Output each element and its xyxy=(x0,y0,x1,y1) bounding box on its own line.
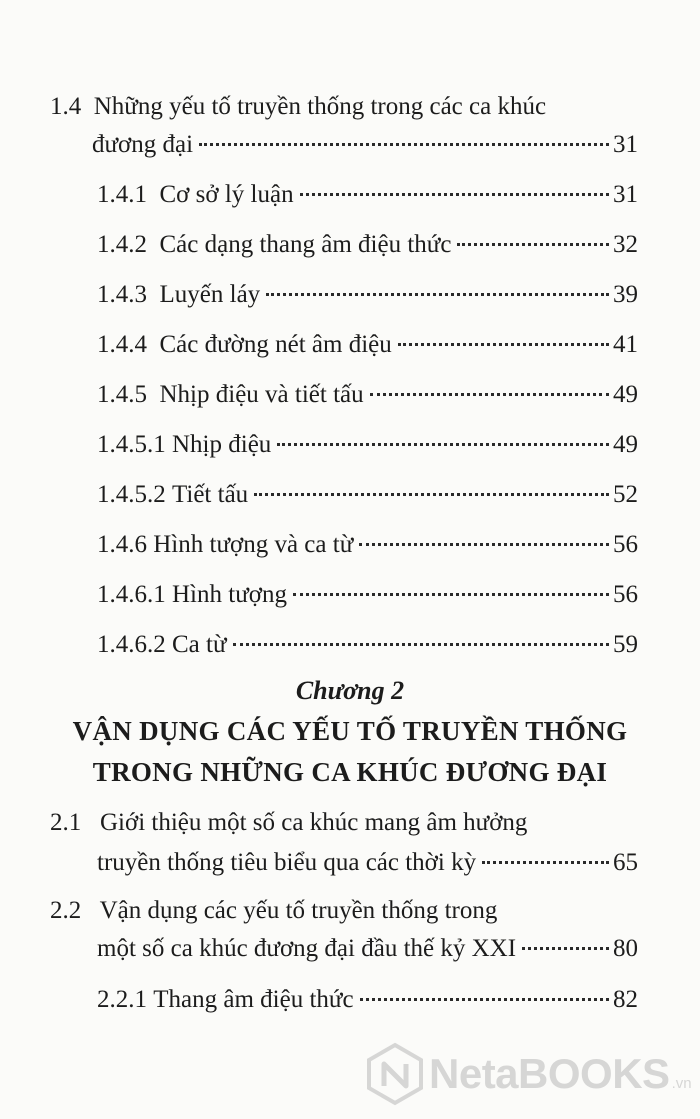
toc-title: Tiết tấu xyxy=(172,481,249,508)
toc-number: 1.4.5.1 xyxy=(97,431,166,458)
chapter-label: Chương 2 xyxy=(295,676,405,705)
toc-title: Nhịp điệu xyxy=(172,431,272,458)
dot-leader xyxy=(360,997,609,1001)
toc-page-number: 52 xyxy=(613,481,638,508)
dot-leader xyxy=(254,492,609,496)
toc-page-number: 31 xyxy=(613,181,638,208)
toc-page-number: 82 xyxy=(613,986,638,1013)
toc-page-number: 41 xyxy=(613,331,638,358)
dot-leader xyxy=(482,860,609,864)
watermark-brand: NetaBOOKS xyxy=(429,1050,670,1097)
toc-entry-2-2-1 xyxy=(97,985,638,1015)
toc-page-number: 80 xyxy=(613,935,638,962)
toc-title: Cơ sở lý luận xyxy=(159,181,294,208)
toc-page-number: 65 xyxy=(613,849,638,876)
toc-number: 1.4.3 xyxy=(97,281,147,308)
toc-title: Hình tượng xyxy=(172,581,287,608)
toc-page-number: 49 xyxy=(613,381,638,408)
toc-page-number: 49 xyxy=(613,431,638,458)
toc-title: Luyến láy xyxy=(159,281,261,308)
toc-number: 1.4.1 xyxy=(97,181,147,208)
toc-entry-2-1-line2 xyxy=(97,848,638,878)
toc-page-number: 56 xyxy=(613,581,638,608)
chapter-title-line2: TRONG NHỮNG CA KHÚC ĐƯƠNG ĐẠI xyxy=(92,757,608,787)
dot-leader xyxy=(233,642,609,646)
toc-page-number: 31 xyxy=(613,131,638,158)
toc-title: Nhịp điệu và tiết tấu xyxy=(159,381,364,408)
toc-title: Hình tượng và ca từ xyxy=(153,531,354,558)
toc-title: Những yếu tố truyền thống trong các ca khúc xyxy=(93,93,547,120)
toc-title: Các đường nét âm điệu xyxy=(159,331,392,358)
toc-number: 1.4.6 xyxy=(97,531,147,558)
toc-title: Ca từ xyxy=(172,631,227,658)
watermark-suffix: .vn xyxy=(671,1075,692,1092)
toc-number: 1.4.6.2 xyxy=(97,631,166,658)
toc-number: 2.1 xyxy=(50,809,82,836)
toc-title: Thang âm điệu thức xyxy=(153,986,354,1013)
toc-entry-1-4-line2 xyxy=(92,130,638,160)
dot-leader xyxy=(359,542,609,546)
toc-title: truyền thống tiêu biểu qua các thời kỳ xyxy=(97,849,477,876)
watermark xyxy=(365,1042,692,1106)
toc-number: 1.4.2 xyxy=(97,231,147,258)
toc-title: Giới thiệu một số ca khúc mang âm hưởng xyxy=(100,809,528,836)
toc-entry-1-4-5-2 xyxy=(97,480,638,510)
toc-number: 2.2 xyxy=(50,897,82,924)
toc-page-number: 56 xyxy=(613,531,638,558)
toc-entry-1-4-6 xyxy=(97,530,638,560)
dot-leader xyxy=(522,946,609,950)
toc-entry-1-4-2 xyxy=(97,230,638,260)
dot-leader xyxy=(300,192,609,196)
toc-number: 1.4.4 xyxy=(97,331,147,358)
toc-title: đương đại xyxy=(92,131,194,158)
dot-leader xyxy=(266,292,609,296)
toc-title: Vận dụng các yếu tố truyền thống trong xyxy=(99,897,498,924)
toc-entry-1-4-3 xyxy=(97,280,638,310)
dot-leader xyxy=(277,442,609,446)
dot-leader xyxy=(457,242,609,246)
toc-entry-1-4-6-1 xyxy=(97,580,638,610)
dot-leader xyxy=(293,592,609,596)
toc-page-number: 32 xyxy=(613,231,638,258)
toc-entry-1-4-5-1 xyxy=(97,430,638,460)
chapter-title-line1: VẬN DỤNG CÁC YẾU TỐ TRUYỀN THỐNG xyxy=(72,716,628,746)
toc-title: một số ca khúc đương đại đầu thế kỷ XXI xyxy=(97,935,517,962)
toc-number: 1.4 xyxy=(50,93,82,120)
toc-number: 1.4.6.1 xyxy=(97,581,166,608)
toc-entry-1-4-5 xyxy=(97,380,638,410)
toc-entry-2-1-line1 xyxy=(50,808,527,838)
toc-entry-1-4-6-2 xyxy=(97,630,638,660)
dot-leader xyxy=(199,142,609,146)
toc-number: 1.4.5 xyxy=(97,381,147,408)
toc-title: Các dạng thang âm điệu thức xyxy=(159,231,452,258)
toc-page-number: 39 xyxy=(613,281,638,308)
dot-leader xyxy=(370,392,609,396)
dot-leader xyxy=(398,342,609,346)
toc-number: 1.4.5.2 xyxy=(97,481,166,508)
toc-page-number: 59 xyxy=(613,631,638,658)
toc-number: 2.2.1 xyxy=(97,986,147,1013)
toc-entry-1-4-line1 xyxy=(50,92,546,122)
toc-entry-1-4-4 xyxy=(97,330,638,360)
neta-logo-icon xyxy=(365,1042,425,1106)
toc-entry-1-4-1 xyxy=(97,180,638,210)
toc-entry-2-2-line2 xyxy=(97,934,638,964)
toc-entry-2-2-line1 xyxy=(50,896,497,926)
